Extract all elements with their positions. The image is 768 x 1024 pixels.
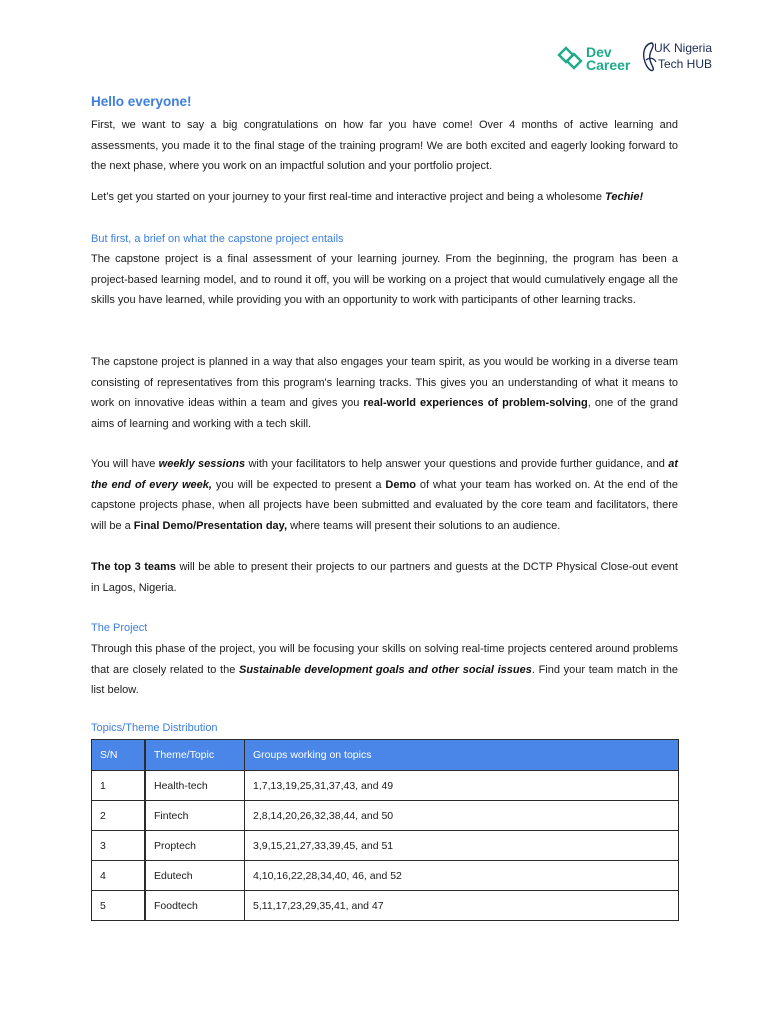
capstone-p3-a: You will have bbox=[91, 458, 159, 470]
dev-career-logo bbox=[557, 42, 637, 74]
column-header-groups: Groups working on topics bbox=[245, 740, 679, 771]
capstone-p3-c: with your facilitators to help answer your questions and provide further guidance, and bbox=[245, 458, 669, 470]
cell-theme: Foodtech bbox=[145, 891, 245, 921]
capstone-p3-i: where teams will present their solutions to an audience. bbox=[287, 519, 561, 532]
cell-theme: Fintech bbox=[145, 801, 245, 831]
cell-sn: 3 bbox=[92, 831, 146, 861]
table-row bbox=[92, 831, 679, 861]
project-p-text: Through this phase of the project, you will be focusing your skills on solving real-time projects centered around problems that are closely related to the bbox=[91, 643, 678, 676]
dev-career-diamond-icon bbox=[557, 45, 583, 71]
cell-groups: 3,9,15,21,27,33,39,45, and 51 bbox=[245, 831, 679, 861]
table-row bbox=[92, 861, 679, 891]
capstone-p3-end-of-week: at the end of every week, bbox=[91, 458, 678, 491]
capstone-p2-text: The capstone project is planned in a way that also engages your team spirit, as you would be working in a diverse team consisting of representatives from this program's learning tracks. This gives you an understanding of what it means to work on innovative ideas within a team and gives you bbox=[91, 356, 678, 409]
uk-nigeria-tech-hub-logo bbox=[640, 38, 768, 78]
capstone-p3-weekly: weekly sessions bbox=[158, 458, 246, 470]
capstone-p2-post: , one of the grand aims of learning and working with a tech skill. bbox=[91, 397, 678, 430]
capstone-p3-demo: Demo bbox=[385, 478, 416, 491]
capstone-p2-bold: real-world experiences of problem-solving bbox=[363, 397, 588, 409]
cell-sn: 2 bbox=[92, 801, 146, 831]
dev-career-line2: Career bbox=[586, 57, 631, 73]
cell-groups: 4,10,16,22,28,34,40, 46, and 52 bbox=[245, 861, 679, 891]
intro-p2-text: Let’s get you started on your journey to your first real-time and interactive project and being a wholesome bbox=[91, 191, 606, 203]
cell-groups: 2,8,14,20,26,32,38,44, and 50 bbox=[245, 801, 679, 831]
cell-sn: 4 bbox=[92, 861, 146, 891]
dev-career-line1: Dev bbox=[586, 44, 612, 60]
capstone-p4-bold: The top 3 teams bbox=[91, 561, 176, 573]
project-heading: The Project bbox=[91, 622, 148, 634]
cell-groups: 1,7,13,19,25,31,37,43, and 49 bbox=[245, 771, 679, 801]
cell-sn: 5 bbox=[92, 891, 146, 921]
capstone-p4-text: will be able to present their projects to our partners and guests at the DCTP Physical Close-out event in Lagos, Nigeria. bbox=[91, 561, 678, 594]
project-p-emphasis: Sustainable development goals and other social issues bbox=[239, 663, 532, 676]
capstone-p3-e: you will be expected to present a bbox=[211, 478, 386, 491]
capstone-p3-g: of what your team has worked on. At the end of the capstone projects phase, when all projects have been submitted and evaluated by the core team and facilitators, there will be a bbox=[91, 478, 678, 532]
uk-hub-line2: Tech HUB bbox=[658, 57, 713, 71]
table-row bbox=[92, 891, 679, 921]
uk-hub-line1: UK Nigeria bbox=[654, 41, 713, 55]
intro-paragraph-2 bbox=[91, 187, 678, 208]
table-header-row bbox=[92, 740, 679, 771]
intro-p2-emphasis: Techie! bbox=[605, 191, 644, 203]
capstone-p3-final-demo: Final Demo/Presentation day, bbox=[133, 519, 288, 532]
table-row bbox=[92, 771, 679, 801]
column-header-sn: S/N bbox=[92, 740, 146, 771]
column-header-theme: Theme/Topic bbox=[145, 740, 245, 771]
cell-theme: Edutech bbox=[145, 861, 245, 891]
greeting-heading: Hello everyone! bbox=[91, 94, 192, 109]
project-p-post: . Find your team match in the list below. bbox=[91, 663, 678, 696]
cell-theme: Health-tech bbox=[145, 771, 245, 801]
project-paragraph bbox=[91, 639, 678, 701]
cell-theme: Proptech bbox=[145, 831, 245, 861]
topics-table bbox=[91, 739, 679, 921]
header-logos bbox=[557, 38, 768, 78]
topics-heading: Topics/Theme Distribution bbox=[91, 722, 218, 734]
capstone-paragraph-2 bbox=[91, 352, 678, 434]
cell-sn: 1 bbox=[92, 771, 146, 801]
intro-paragraph-1: First, we want to say a big congratulations on how far you have come! Over 4 months of active learning and assessments, you made it to the final stage of the training program! We are both excited and eagerly looking forward to the next phase, where you work on an impactful solution and your portfolio project. bbox=[91, 119, 678, 172]
cell-groups: 5,11,17,23,29,35,41, and 47 bbox=[245, 891, 679, 921]
capstone-paragraph-4 bbox=[91, 557, 678, 598]
table-row bbox=[92, 801, 679, 831]
capstone-paragraph-3 bbox=[91, 454, 678, 536]
capstone-paragraph-1: The capstone project is a final assessment of your learning journey. From the beginning, the program has been a project-based learning model, and to round it off, you will be working on a project that would cumulatively engage all the skills you have learned, while providing you with an opportunity to work with participants of other learning tracks. bbox=[91, 253, 678, 306]
capstone-heading: But first, a brief on what the capstone project entails bbox=[91, 233, 344, 245]
